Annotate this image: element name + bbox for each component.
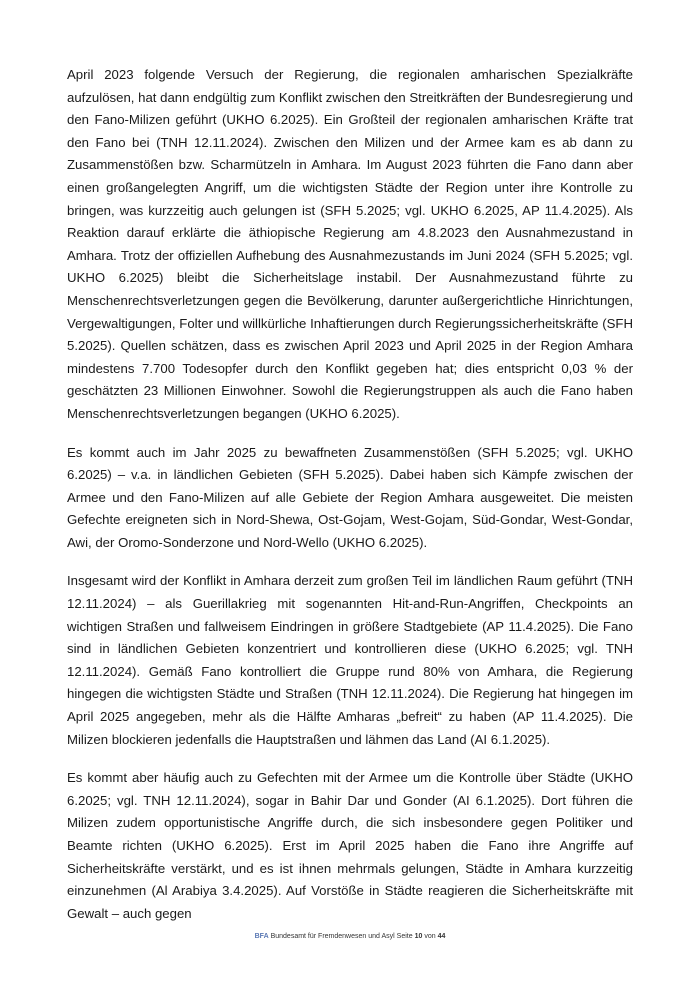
footer-brand: BFA [254, 933, 269, 940]
paragraph-1: April 2023 folgende Versuch der Regierung, die regionalen amharischen Spezialkräfte aufzulösen, hat dann endgültig zum Konflikt zwischen den Streitkräften der Bundesregierung und den Fano-Milizen geführt (UKHO 6.2025). Ein Großteil der regionalen amharischen Kräfte trat den Fano bei (TNH 12.11.2024). Zwischen den Milizen und der Armee kam es ab dann zu Zusammenstößen bzw. Scharmützeln in Amhara. Im August 2023 führten die Fano dann aber einen großangelegten Angriff, um die wichtigsten Städte der Region unter ihre Kontrolle zu bringen, was kurzzeitig auch gelungen ist (SFH 5.2025; vgl. UKHO 6.2025, AP 11.4.2025). Als Reaktion darauf erklärte die äthiopische Regierung am 4.8.2023 den Ausnahmezustand in Amhara. Trotz der offiziellen Aufhebung des Ausnahmezustands im Juni 2024 (SFH 5.2025; vgl. UKHO 6.2025) bleibt die Sicherheitslage instabil. Der Ausnahmezustand führte zu Menschenrechtsverletzungen gegen die Bevölkerung, darunter außergerichtliche Hinrichtungen, Vergewaltigungen, Folter und willkürliche Inhaftierungen durch Regierungssicherheitskräfte (SFH 5.2025). Quellen schätzen, dass es zwischen April 2023 und April 2025 in der Region Amhara mindestens 7.700 Todesopfer durch den Konflikt gegeben hat; dies entspricht 0,03 % der geschätzten 23 Millionen Einwohner. Sowohl die Regierungstruppen als auch die Fano haben Menschenrechtsverletzungen begangen (UKHO 6.2025). [67, 67, 633, 421]
paragraph-3: Insgesamt wird der Konflikt in Amhara derzeit zum großen Teil im ländlichen Raum geführt (TNH 12.11.2024) – als Guerillakrieg mit sogenannten Hit-and-Run-Angriffen, Checkpoints an wichtigen Straßen und fallweisem Eindringen in größere Stadtgebiete (AP 11.4.2025). Die Fano sind in ländlichen Gebieten konzentriert und kontrollieren diese (UKHO 6.2025; vgl. TNH 12.11.2024). Gemäß Fano kontrolliert die Gruppe rund 80% von Amhara, die Regierung hingegen die wichtigsten Städte und Straßen (TNH 12.11.2024). Die Regierung hat hingegen im April 2025 angegeben, mehr als die Hälfte Amharas „befreit“ zu haben (AP 11.4.2025). Die Milizen blockieren jedenfalls die Hauptstraßen und lähmen das Land (AI 6.1.2025). [67, 573, 633, 747]
body-text [67, 64, 633, 941]
page-footer [0, 932, 700, 942]
footer-page-total: 44 [437, 933, 446, 940]
paragraph-2: Es kommt auch im Jahr 2025 zu bewaffneten Zusammenstößen (SFH 5.2025; vgl. UKHO 6.2025) – v.a. in ländlichen Gebieten (SFH 5.2025). Dabei haben sich Kämpfe zwischen der Armee und den Fano-Milizen auf alle Gebiete der Region Amhara ausgeweitet. Die meisten Gefechte ereigneten sich in Nord-Shewa, Ost-Gojam, West-Gojam, Süd-Gondar, West-Gondar, Awi, der Oromo-Sonderzone und Nord-Wello (UKHO 6.2025). [67, 444, 633, 550]
footer-org: Bundesamt für Fremdenwesen und Asyl [270, 933, 395, 940]
paragraph-4: Es kommt aber häufig auch zu Gefechten mit der Armee um die Kontrolle über Städte (UKHO 6.2025; vgl. TNH 12.11.2024), sogar in Bahir Dar und Gonder (AI 6.1.2025). Dort führen die Milizen zudem opportunistische Angriffe durch, die sich insbesondere gegen Politiker und Beamte richten (UKHO 6.2025). Erst im April 2025 haben die Fano ihre Angriffe auf Sicherheitskräfte verstärkt, und es ist ihnen mehrmals gelungen, Städte in Amhara kurzzeitig einzunehmen (Al Arabiya 3.4.2025). Auf Vorstöße in Städte reagieren die Sicherheitskräfte mit Gewalt – auch gegen [67, 770, 633, 921]
footer-page-word: Seite [396, 933, 413, 940]
footer-page-number: 10 [414, 933, 423, 940]
footer-of-word: von [424, 933, 436, 940]
